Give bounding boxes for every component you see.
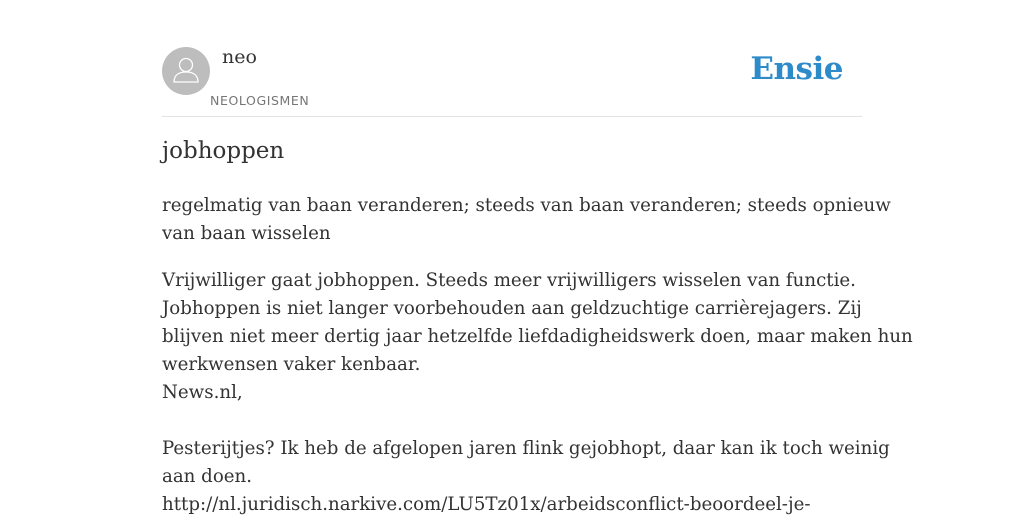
- username[interactable]: neo: [222, 46, 257, 68]
- example-source: News.nl,: [162, 382, 243, 403]
- entry-header: [162, 0, 862, 117]
- entry-definition: [162, 192, 891, 248]
- definition-line: van baan wisselen: [162, 223, 331, 244]
- example-line: Pesterijtjes? Ik heb de afgelopen jaren flink gejobhopt, daar kan ik toch weinig: [162, 438, 890, 459]
- entry-example: [162, 267, 913, 407]
- brand-logo[interactable]: Ensie: [750, 51, 843, 87]
- entry-example: [162, 435, 890, 519]
- example-line: blijven niet meer dertig jaar hetzelfde liefdadigheidswerk doen, maar maken hun: [162, 326, 913, 347]
- entry-title: jobhoppen: [162, 138, 285, 164]
- example-line: werkwensen vaker kenbaar.: [162, 354, 421, 375]
- page-container: [162, 0, 913, 515]
- example-line: aan doen.: [162, 466, 253, 487]
- example-line: Vrijwilliger gaat jobhoppen. Steeds meer vrijwilligers wisselen van functie.: [162, 270, 856, 291]
- user-avatar[interactable]: [162, 47, 210, 95]
- definition-line: regelmatig van baan veranderen; steeds van baan veranderen; steeds opnieuw: [162, 195, 891, 216]
- category-link[interactable]: NEOLOGISMEN: [210, 93, 310, 108]
- example-line: Jobhoppen is niet langer voorbehouden aan geldzuchtige carrièrejagers. Zij: [162, 298, 862, 319]
- user-silhouette-icon: [162, 47, 210, 95]
- example-source-link[interactable]: http://nl.juridisch.narkive.com/LU5Tz01x/arbeidsconflict-beoordeel-je-: [162, 494, 811, 515]
